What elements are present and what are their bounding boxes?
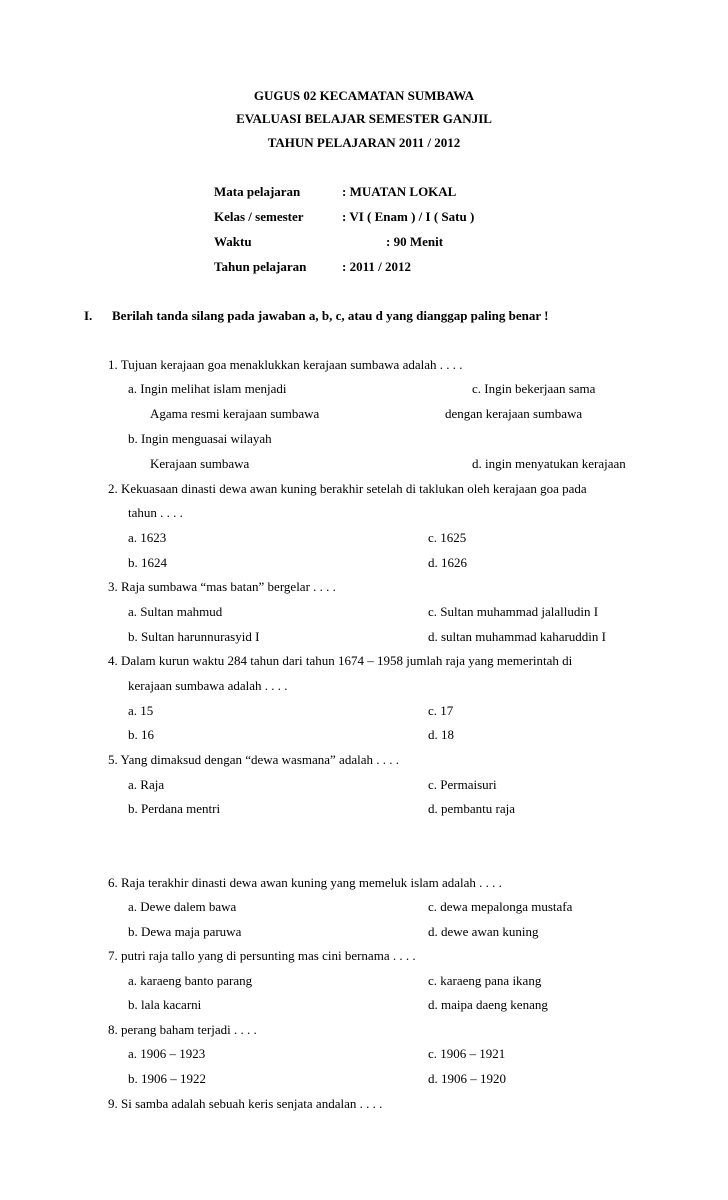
- info-value-year: : 2011 / 2012: [342, 259, 411, 274]
- question-4-stem: 4. Dalam kurun waktu 284 tahun dari tahun 1674 – 1958 jumlah raja yang memerintah di: [108, 653, 573, 668]
- question-4-option-a: a. 15: [128, 703, 154, 718]
- info-label-class: Kelas / semester: [214, 209, 304, 224]
- question-3-option-b: b. Sultan harunnurasyid I: [128, 629, 260, 644]
- question-8-stem: 8. perang baham terjadi . . . .: [108, 1022, 257, 1037]
- header-line-3: TAHUN PELAJARAN 2011 / 2012: [267, 135, 461, 150]
- question-5-option-b: b. Perdana mentri: [128, 801, 221, 816]
- question-6-option-c: c. dewa mepalonga mustafa: [428, 899, 573, 914]
- question-2-stem-cont: tahun . . . .: [128, 505, 183, 520]
- question-5-stem: 5. Yang dimaksud dengan “dewa wasmana” adalah . . . .: [108, 752, 399, 767]
- question-8-option-d: d. 1906 – 1920: [428, 1071, 506, 1086]
- question-3-option-d: d. sultan muhammad kaharuddin I: [428, 629, 606, 644]
- section-instruction: Berilah tanda silang pada jawaban a, b, c, atau d yang dianggap paling benar !: [112, 308, 549, 323]
- question-3-option-a: a. Sultan mahmud: [128, 604, 223, 619]
- question-6-stem: 6. Raja terakhir dinasti dewa awan kuning yang memeluk islam adalah . . . .: [108, 875, 502, 890]
- question-8-option-a: a. 1906 – 1923: [128, 1046, 206, 1061]
- info-value-class: : VI ( Enam ) / I ( Satu ): [342, 209, 475, 224]
- question-1-option-a-line1: a. Ingin melihat islam menjadi: [128, 381, 287, 396]
- question-1-option-a-line2: Agama resmi kerajaan sumbawa: [150, 406, 320, 421]
- question-5-option-a: a. Raja: [128, 777, 165, 792]
- question-8-option-c: c. 1906 – 1921: [428, 1046, 506, 1061]
- info-value-subject: : MUATAN LOKAL: [342, 184, 457, 199]
- question-2-option-d: d. 1626: [428, 555, 467, 570]
- question-1-option-c-line2: dengan kerajaan sumbawa: [445, 406, 583, 421]
- question-8-option-b: b. 1906 – 1922: [128, 1071, 206, 1086]
- header-line-2: EVALUASI BELAJAR SEMESTER GANJIL: [236, 111, 492, 126]
- question-7-option-c: c. karaeng pana ikang: [428, 973, 542, 988]
- question-2-option-a: a. 1623: [128, 530, 167, 545]
- question-1-stem: 1. Tujuan kerajaan goa menaklukkan kerajaan sumbawa adalah . . . .: [108, 357, 463, 372]
- question-5-option-d: d. pembantu raja: [428, 801, 515, 816]
- question-4-stem-cont: kerajaan sumbawa adalah . . . .: [128, 678, 288, 693]
- question-4-option-b: b. 16: [128, 727, 154, 742]
- question-6-option-a: a. Dewe dalem bawa: [128, 899, 237, 914]
- question-2-option-b: b. 1624: [128, 555, 167, 570]
- header-line-1: GUGUS 02 KECAMATAN SUMBAWA: [253, 88, 475, 103]
- question-1-option-d: d. ingin menyatukan kerajaan: [472, 456, 626, 471]
- question-4-option-d: d. 18: [428, 727, 454, 742]
- question-2-stem: 2. Kekuasaan dinasti dewa awan kuning berakhir setelah di taklukan oleh kerajaan goa pada: [108, 481, 587, 496]
- question-2-option-c: c. 1625: [428, 530, 467, 545]
- question-6-option-b: b. Dewa maja paruwa: [128, 924, 242, 939]
- question-7-stem: 7. putri raja tallo yang di persunting mas cini bernama . . . .: [108, 948, 416, 963]
- info-label-subject: Mata pelajaran: [214, 184, 301, 199]
- question-6-option-d: d. dewe awan kuning: [428, 924, 539, 939]
- question-3-stem: 3. Raja sumbawa “mas batan” bergelar . . . .: [108, 579, 336, 594]
- question-5-option-c: c. Permaisuri: [428, 777, 497, 792]
- question-4-option-c: c. 17: [428, 703, 454, 718]
- question-7-option-d: d. maipa daeng kenang: [428, 997, 548, 1012]
- question-1-option-c-line1: c. Ingin bekerjaan sama: [472, 381, 596, 396]
- question-3-option-c: c. Sultan muhammad jalalludin I: [428, 604, 599, 619]
- info-label-time: Waktu: [214, 234, 252, 249]
- question-7-option-a: a. karaeng banto parang: [128, 973, 253, 988]
- question-9-stem: 9. Si samba adalah sebuah keris senjata andalan . . . .: [108, 1096, 383, 1111]
- question-7-option-b: b. lala kacarni: [128, 997, 202, 1012]
- section-numeral: I.: [84, 308, 93, 323]
- question-1-option-b-line2: Kerajaan sumbawa: [150, 456, 250, 471]
- info-value-time: : 90 Menit: [386, 234, 444, 249]
- info-label-year: Tahun pelajaran: [214, 259, 307, 274]
- question-1-option-b-line1: b. Ingin menguasai wilayah: [128, 431, 272, 446]
